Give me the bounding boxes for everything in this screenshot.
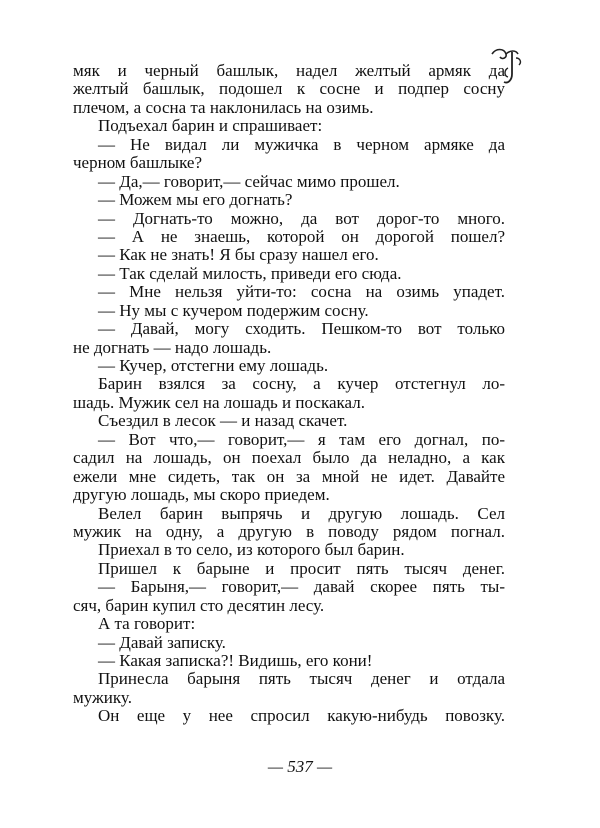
text-line: — Какая записка?! Видишь, его кони! — [98, 651, 373, 670]
text-line: плечом, а сосна та наклонилась на озимь. — [73, 97, 374, 117]
text-line: Он еще у нее спросил какую-нибудь повозку. — [98, 706, 505, 726]
text-line: — Барыня,— говорит,— давай скорее пять ты- — [98, 577, 505, 597]
text-line: — Мне нельзя уйти-то: сосна на озимь упадет. — [98, 282, 505, 302]
text-line: — Вот что,— говорит,— я там его догнал, по- — [98, 429, 505, 449]
body-text — [73, 62, 505, 726]
text-line: — Не видал ли мужичка в черном армяке да — [98, 134, 505, 154]
text-line: — Ну мы с кучером подержим сосну. — [98, 300, 369, 320]
text-line: — Давай записку. — [98, 632, 226, 652]
text-line: Барин взялся за сосну, а кучер отстегнул ло- — [98, 374, 505, 394]
text-line: Пришел к барыне и просит пять тысяч денег. — [98, 558, 505, 578]
text-line: — Так сделай милость, приведи его сюда. — [98, 263, 402, 283]
text-line: Велел барин выпрячь и другую лошадь. Сел — [98, 503, 505, 523]
text-line: — Да,— говорит,— сейчас мимо прошел. — [98, 171, 400, 191]
text-line: ежели мне сидеть, так он за мной не идет. Давайте — [73, 466, 505, 486]
text-line: — Как не знать! Я бы сразу нашел его. — [98, 245, 379, 265]
text-line: — Давай, могу сходить. Пешком-то вот только — [98, 319, 505, 339]
text-line: — Можем мы его догнать? — [98, 190, 293, 210]
page-number: — 537 — — [267, 757, 333, 776]
text-line: Приехал в то село, из которого был барин. — [98, 540, 405, 560]
text-line: другую лошадь, мы скоро приедем. — [73, 485, 330, 505]
text-line: Подъехал барин и спрашивает: — [98, 116, 323, 136]
text-line: мужик на одну, а другую в поводу рядом погнал. — [73, 521, 505, 541]
text-line: сяч, барин купил сто десятин лесу. — [73, 595, 325, 615]
text-line: садил на лошадь, он поехал было да неладно, а как — [73, 448, 505, 468]
text-line: шадь. Мужик сел на лошадь и поскакал. — [73, 392, 365, 412]
text-line: черном башлыке? — [73, 153, 202, 173]
text-line: — А не знаешь, которой он дорогой пошел? — [98, 226, 505, 246]
text-line: А та говорит: — [98, 614, 196, 634]
text-line: желтый башлык, подошел к сосне и подпер сосну — [73, 79, 505, 99]
text-line: — Кучер, отстегни ему лошадь. — [98, 356, 329, 375]
text-line: мужику. — [73, 687, 132, 707]
text-line: Съездил в лесок — и назад скачет. — [98, 411, 348, 431]
text-line: не догнать — надо лошадь. — [73, 337, 272, 357]
text-line: Принесла барыня пять тысяч денег и отдала — [98, 669, 505, 689]
text-line: мяк и черный башлык, надел желтый армяк да — [73, 61, 505, 80]
text-line: — Догнать-то можно, да вот дорог-то много. — [98, 208, 505, 228]
